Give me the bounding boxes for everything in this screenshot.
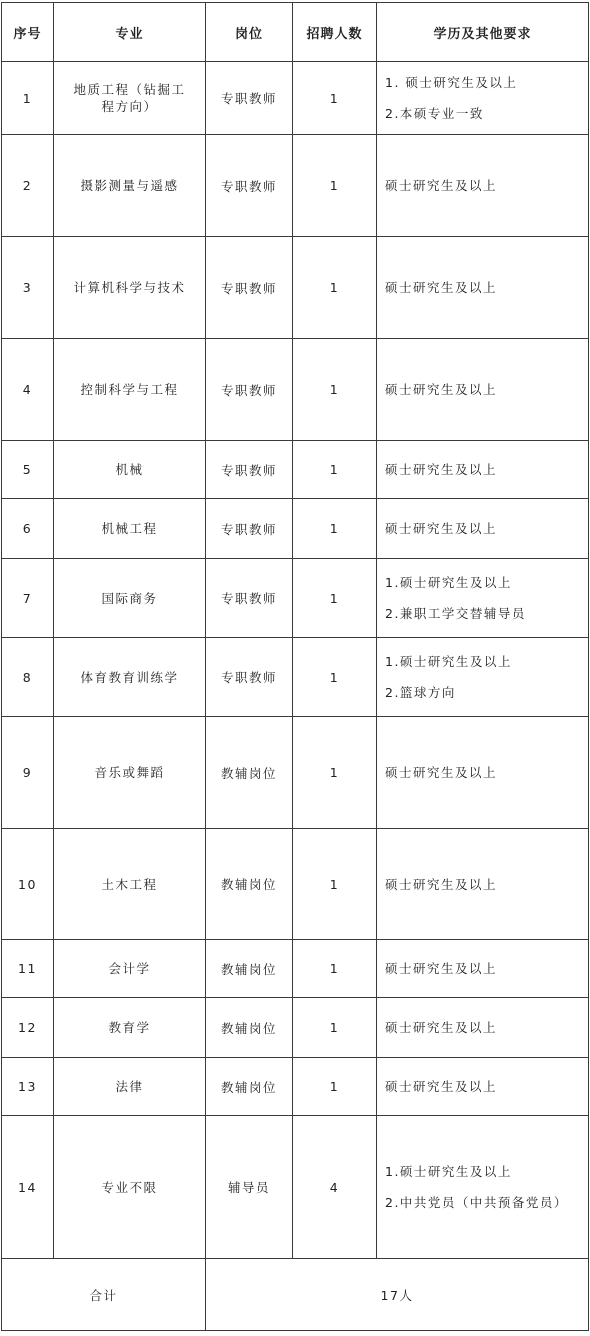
row-position: 专职教师 [206, 62, 293, 135]
requirement-line: 硕士研究生及以上 [385, 382, 498, 397]
row-index: 9 [2, 717, 54, 829]
row-index: 6 [2, 499, 54, 559]
requirement-line: 1.硕士研究生及以上 [385, 1164, 512, 1179]
requirement-line: 1. 硕士研究生及以上 [385, 75, 518, 90]
header-major: 专业 [54, 3, 206, 62]
row-position: 教辅岗位 [206, 998, 293, 1058]
table-row [2, 1116, 589, 1259]
row-count: 1 [293, 829, 377, 940]
row-position: 专职教师 [206, 237, 293, 339]
table-body [2, 62, 589, 1259]
requirement-line: 硕士研究生及以上 [385, 876, 498, 892]
row-requirements [377, 62, 589, 135]
row-count: 1 [293, 135, 377, 237]
header-position: 岗位 [206, 3, 293, 62]
row-count: 1 [293, 638, 377, 717]
row-position: 辅导员 [206, 1116, 293, 1259]
row-major: 国际商务 [54, 559, 206, 638]
row-index: 12 [2, 998, 54, 1058]
total-row [2, 1259, 589, 1331]
row-position: 专职教师 [206, 499, 293, 559]
row-count: 1 [293, 237, 377, 339]
requirement-line: 硕士研究生及以上 [385, 1079, 498, 1094]
row-requirements [377, 559, 589, 638]
row-index: 1 [2, 62, 54, 135]
row-index: 5 [2, 441, 54, 499]
table-row [2, 441, 589, 499]
row-count: 1 [293, 940, 377, 998]
row-count: 1 [293, 717, 377, 829]
row-major: 音乐或舞蹈 [54, 717, 206, 829]
row-major: 法律 [54, 1058, 206, 1116]
row-position: 教辅岗位 [206, 717, 293, 829]
row-count: 1 [293, 499, 377, 559]
table-row [2, 339, 589, 441]
row-index: 7 [2, 559, 54, 638]
row-major: 体育教育训练学 [54, 638, 206, 717]
requirement-line: 硕士研究生及以上 [385, 178, 498, 193]
row-position: 专职教师 [206, 638, 293, 717]
row-index: 2 [2, 135, 54, 237]
requirement-line: 硕士研究生及以上 [385, 765, 498, 780]
row-position: 专职教师 [206, 339, 293, 441]
requirement-line: 1.硕士研究生及以上 [385, 575, 512, 590]
row-count: 1 [293, 1058, 377, 1116]
row-major: 计算机科学与技术 [54, 237, 206, 339]
row-requirements [377, 237, 589, 339]
table-row [2, 998, 589, 1058]
row-requirements [377, 638, 589, 717]
requirement-line: 硕士研究生及以上 [385, 521, 498, 536]
recruitment-table [1, 2, 589, 1331]
requirement-line: 1.硕士研究生及以上 [385, 654, 512, 669]
row-requirements [377, 717, 589, 829]
row-count: 1 [293, 998, 377, 1058]
row-index: 14 [2, 1116, 54, 1259]
table-row [2, 135, 589, 237]
row-count: 1 [293, 441, 377, 499]
row-index: 13 [2, 1058, 54, 1116]
row-count: 1 [293, 559, 377, 638]
requirement-line: 硕士研究生及以上 [385, 1020, 498, 1035]
header-requirements: 学历及其他要求 [377, 3, 589, 62]
row-major: 地质工程（钻掘工程方向） [54, 62, 206, 135]
row-major: 会计学 [54, 940, 206, 998]
row-count: 1 [293, 339, 377, 441]
row-position: 专职教师 [206, 135, 293, 237]
row-major: 控制科学与工程 [54, 339, 206, 441]
row-index: 4 [2, 339, 54, 441]
row-requirements [377, 441, 589, 499]
total-label: 合计 [2, 1259, 206, 1331]
header-index: 序号 [2, 3, 54, 62]
table-row [2, 829, 589, 940]
row-position: 教辅岗位 [206, 1058, 293, 1116]
table-row [2, 499, 589, 559]
row-requirements [377, 1116, 589, 1259]
row-position: 专职教师 [206, 441, 293, 499]
row-index: 8 [2, 638, 54, 717]
row-count: 1 [293, 62, 377, 135]
table-row [2, 237, 589, 339]
row-requirements [377, 998, 589, 1058]
requirement-line: 硕士研究生及以上 [385, 961, 498, 976]
requirement-line: 硕士研究生及以上 [385, 280, 498, 295]
table-row [2, 559, 589, 638]
requirement-line: 2.中共党员（中共预备党员） [385, 1195, 568, 1210]
row-major: 教育学 [54, 998, 206, 1058]
row-requirements [377, 829, 589, 940]
row-position: 教辅岗位 [206, 829, 293, 940]
row-requirements [377, 499, 589, 559]
requirement-line: 2.篮球方向 [385, 685, 456, 700]
row-major: 机械工程 [54, 499, 206, 559]
row-requirements [377, 135, 589, 237]
row-requirements [377, 1058, 589, 1116]
row-position: 专职教师 [206, 559, 293, 638]
row-major: 机械 [54, 441, 206, 499]
total-value: 17人 [206, 1259, 589, 1331]
header-row [2, 3, 589, 62]
table-row [2, 638, 589, 717]
table-row [2, 717, 589, 829]
requirement-line: 2.本硕专业一致 [385, 106, 484, 121]
row-major: 摄影测量与遥感 [54, 135, 206, 237]
table-row [2, 62, 589, 135]
header-count: 招聘人数 [293, 3, 377, 62]
requirement-line: 2.兼职工学交替辅导员 [385, 606, 526, 621]
table-row [2, 1058, 589, 1116]
row-index: 3 [2, 237, 54, 339]
row-major: 专业不限 [54, 1116, 206, 1259]
row-position: 教辅岗位 [206, 940, 293, 998]
row-requirements [377, 940, 589, 998]
row-index: 11 [2, 940, 54, 998]
requirement-line: 硕士研究生及以上 [385, 462, 498, 477]
row-index: 10 [2, 829, 54, 940]
row-requirements [377, 339, 589, 441]
row-count: 4 [293, 1116, 377, 1259]
row-major: 土木工程 [54, 829, 206, 940]
table-row [2, 940, 589, 998]
